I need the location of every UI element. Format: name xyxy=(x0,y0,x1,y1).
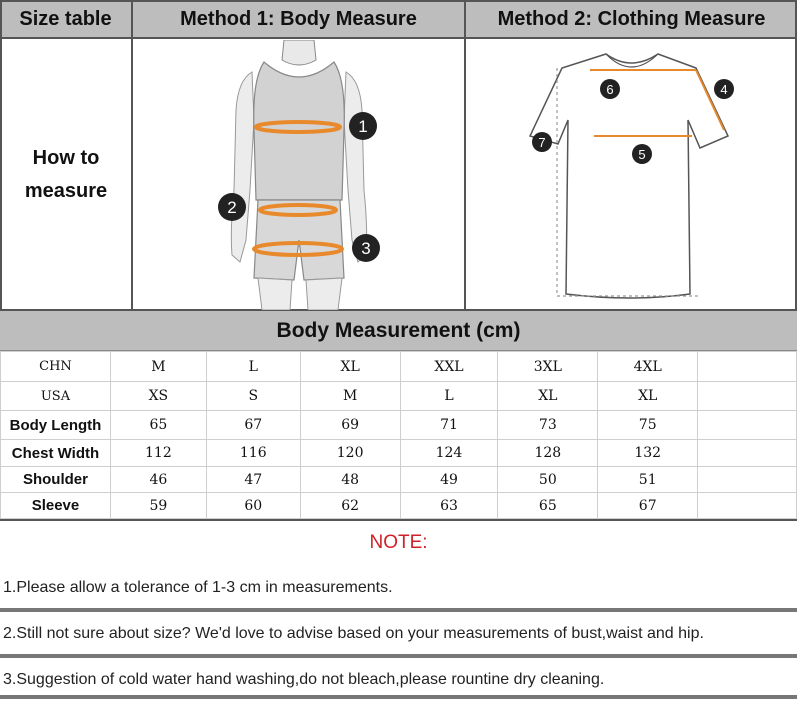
row-label: Shoulder xyxy=(1,467,111,493)
marker-4-icon xyxy=(714,79,734,99)
marker-6-icon xyxy=(600,79,620,99)
table-cell: 49 xyxy=(400,467,498,493)
table-cell: 60 xyxy=(206,493,300,519)
table-cell: 67 xyxy=(598,493,698,519)
table-cell: S xyxy=(206,382,300,411)
table-row xyxy=(1,493,797,519)
table-cell: XS xyxy=(110,382,206,411)
table-row xyxy=(1,411,797,440)
note-title: NOTE: xyxy=(0,519,797,565)
note-divider-3 xyxy=(0,695,797,699)
table-cell: 67 xyxy=(206,411,300,440)
how-to-measure xyxy=(0,38,132,311)
table-cell: L xyxy=(400,382,498,411)
row-label: USA xyxy=(1,382,111,411)
table-cell-empty xyxy=(698,352,797,382)
note-line-3: 3.Suggestion of cold water hand washing,do not bleach,please rountine dry cleaning. xyxy=(3,671,605,688)
body-figure-illustration xyxy=(134,40,464,310)
table-cell: 65 xyxy=(498,493,598,519)
note-line-2: 2.Still not sure about size? We'd love to advise based on your measurements of bust,waist and hip. xyxy=(3,625,704,642)
table-row xyxy=(1,440,797,467)
note-line-1: 1.Please allow a tolerance of 1-3 cm in measurements. xyxy=(3,579,393,596)
table-cell-empty xyxy=(698,467,797,493)
svg-text:4: 4 xyxy=(720,82,728,97)
table-cell: 4XL xyxy=(598,352,698,382)
table-cell: 73 xyxy=(498,411,598,440)
svg-text:5: 5 xyxy=(638,147,646,162)
row-label: Sleeve xyxy=(1,493,111,519)
table-cell-empty xyxy=(698,382,797,411)
table-cell-empty xyxy=(698,411,797,440)
header-method-clothing: Method 2: Clothing Measure xyxy=(466,0,797,38)
table-cell: 46 xyxy=(110,467,206,493)
table-cell: XXL xyxy=(400,352,498,382)
table-cell: M xyxy=(300,382,400,411)
marker-2-icon xyxy=(218,193,246,221)
body-measure-panel xyxy=(134,40,464,310)
table-cell: XL xyxy=(498,382,598,411)
svg-text:1: 1 xyxy=(358,117,368,136)
table-cell: 112 xyxy=(110,440,206,467)
svg-text:2: 2 xyxy=(227,198,237,217)
table-cell: M xyxy=(110,352,206,382)
table-cell: 124 xyxy=(400,440,498,467)
table-cell: 69 xyxy=(300,411,400,440)
svg-text:3: 3 xyxy=(361,239,371,258)
table-cell: 51 xyxy=(598,467,698,493)
table-cell: 116 xyxy=(206,440,300,467)
header-size-table: Size table xyxy=(0,0,133,38)
table-cell-empty xyxy=(698,440,797,467)
table-cell: 132 xyxy=(598,440,698,467)
table-cell: 47 xyxy=(206,467,300,493)
marker-3-icon xyxy=(352,234,380,262)
table-cell: XL xyxy=(300,352,400,382)
table-cell: 65 xyxy=(110,411,206,440)
table-cell: 120 xyxy=(300,440,400,467)
table-cell: XL xyxy=(598,382,698,411)
table-cell: L xyxy=(206,352,300,382)
header-method-body: Method 1: Body Measure xyxy=(133,0,466,38)
how-to-line1: How to xyxy=(32,146,100,169)
svg-text:7: 7 xyxy=(538,135,546,150)
body-measurement-title: Body Measurement (cm) xyxy=(0,311,797,351)
marker-7-icon xyxy=(532,132,552,152)
table-cell: 128 xyxy=(498,440,598,467)
table-row xyxy=(1,382,797,411)
svg-text:6: 6 xyxy=(606,82,614,97)
size-table xyxy=(0,351,797,519)
tshirt-illustration xyxy=(466,40,796,310)
table-cell: 48 xyxy=(300,467,400,493)
table-cell-empty xyxy=(698,493,797,519)
row-label: CHN xyxy=(1,352,111,382)
table-cell: 63 xyxy=(400,493,498,519)
table-cell: 50 xyxy=(498,467,598,493)
row-label: Chest Width xyxy=(1,440,111,467)
how-to-line2: measure xyxy=(24,179,108,202)
marker-5-icon xyxy=(632,144,652,164)
table-row xyxy=(1,467,797,493)
row-label: Body Length xyxy=(1,411,111,440)
table-cell: 59 xyxy=(110,493,206,519)
table-cell: 75 xyxy=(598,411,698,440)
clothing-measure-panel xyxy=(466,40,796,310)
table-row xyxy=(1,352,797,382)
table-cell: 71 xyxy=(400,411,498,440)
table-cell: 3XL xyxy=(498,352,598,382)
marker-1-icon xyxy=(349,112,377,140)
table-cell: 62 xyxy=(300,493,400,519)
